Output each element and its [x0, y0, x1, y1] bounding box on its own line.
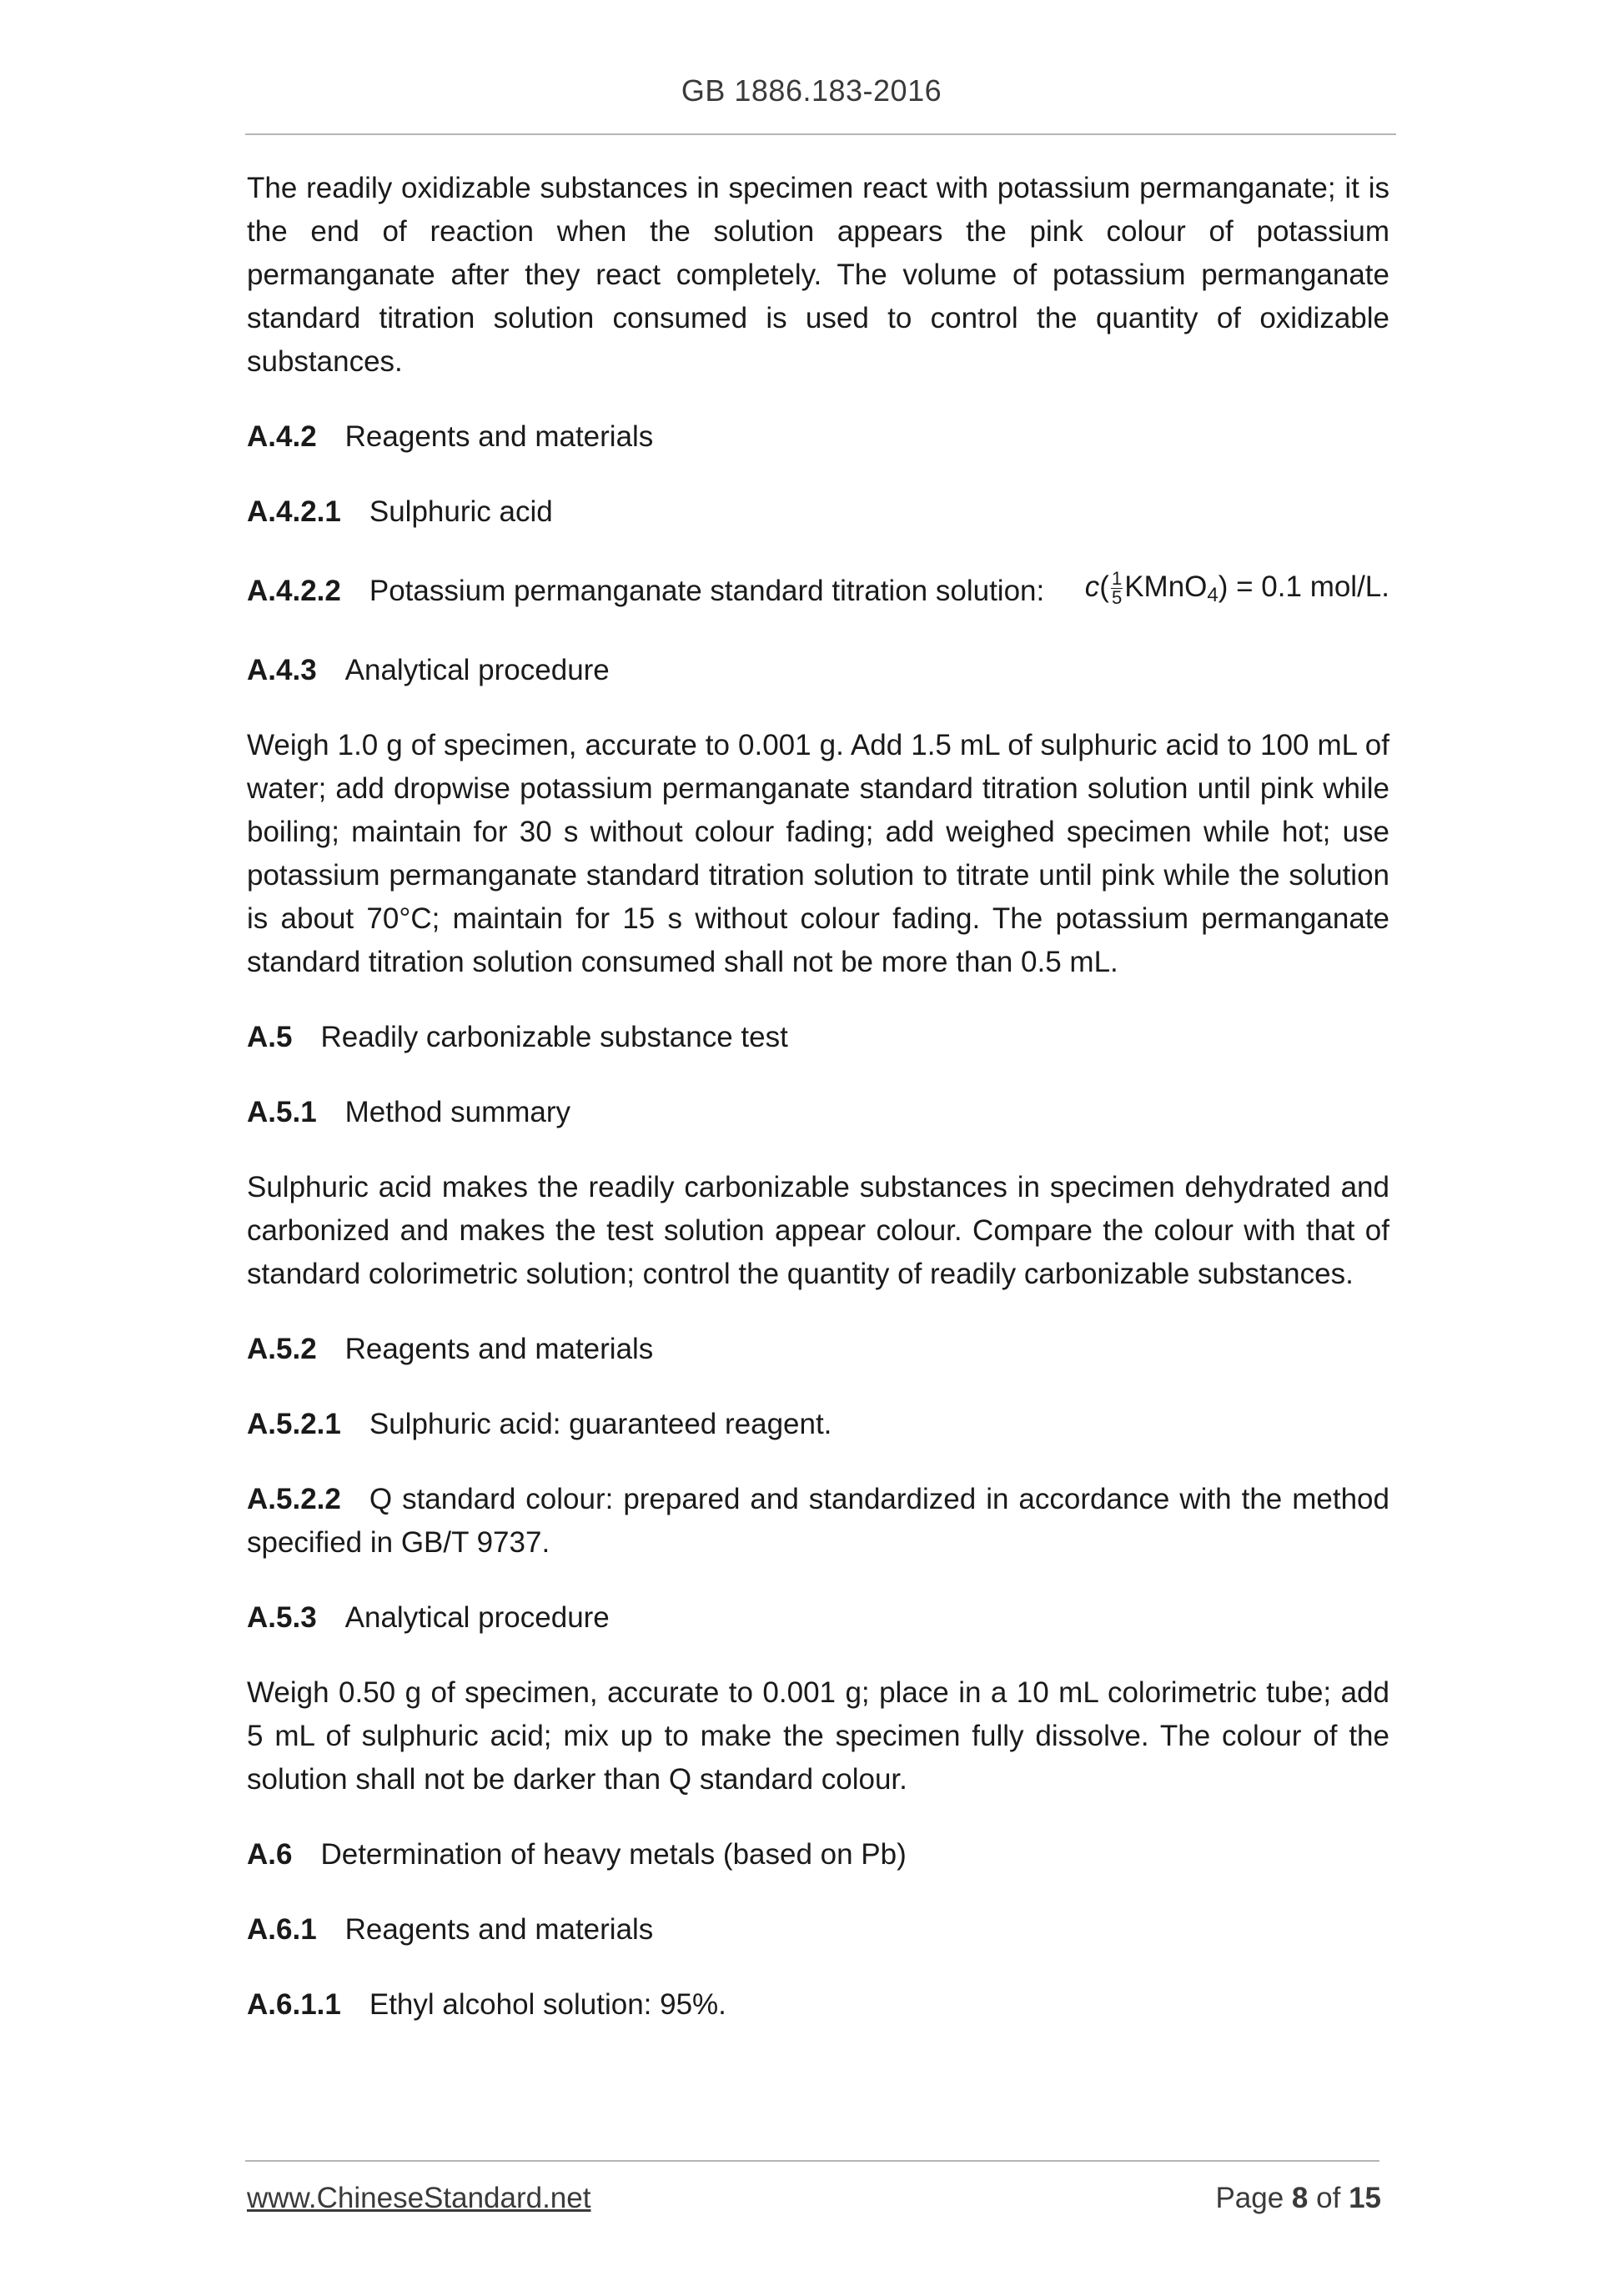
- section-a6: [247, 1833, 1389, 1876]
- section-number: A.4.2.2: [247, 575, 341, 607]
- section-a53: [247, 1596, 1389, 1640]
- section-title: Analytical procedure: [344, 654, 610, 686]
- section-title: Sulphuric acid: [369, 495, 553, 528]
- section-number: A.4.2: [247, 420, 317, 453]
- footer-divider: [245, 2160, 1379, 2162]
- section-title: Ethyl alcohol solution: 95%.: [369, 1988, 726, 2021]
- section-number: A.5.2: [247, 1333, 317, 1365]
- section-a43: [247, 649, 1389, 692]
- section-a5: [247, 1016, 1389, 1059]
- section-title: Reagents and materials: [344, 1333, 654, 1365]
- a51-paragraph: Sulphuric acid makes the readily carbonizable substances in specimen dehydrated and carbonized and makes the test solution appear colour. Compare the colour with that of standard colorimetric solution; control the quantity of readily carbonizable substances.: [247, 1171, 1389, 1290]
- document-header: GB 1886.183-2016: [681, 73, 942, 108]
- section-title: Method summary: [344, 1096, 571, 1128]
- section-number: A.4.2.1: [247, 495, 341, 528]
- current-page-number: 8: [1291, 2182, 1309, 2214]
- section-number: A.6.1.1: [247, 1988, 341, 2021]
- fraction: $\frac{1}{5}$: [1111, 568, 1123, 609]
- section-a51: [247, 1091, 1389, 1134]
- a43-paragraph: Weigh 1.0 g of specimen, accurate to 0.001 g. Add 1.5 mL of sulphuric acid to 100 mL of water; add dropwise potassium permanganate standard titration solution until pink while boiling; maintain for 30 s without colour fading; add weighed specimen while hot; use potassium permanganate standard titration solution to titrate until pink while the solution is about 70°C; maintain for 15 s without colour fading. The potassium permanganate standard titration solution consumed shall not be more than 0.5 mL.: [247, 729, 1389, 978]
- section-title: Q standard colour: prepared and standardized in accordance with the method specified in GB/T 9737.: [247, 1483, 1389, 1559]
- section-title: Sulphuric acid: guaranteed reagent.: [369, 1408, 832, 1440]
- section-title: Determination of heavy metals (based on Pb): [320, 1838, 907, 1871]
- section-a522: [247, 1478, 1389, 1565]
- section-title: Analytical procedure: [344, 1601, 610, 1634]
- section-title: Potassium permanganate standard titration solution:: [369, 575, 1045, 607]
- section-title: Reagents and materials: [344, 420, 654, 453]
- section-a421: [247, 490, 1389, 534]
- section-number: A.5.3: [247, 1601, 317, 1634]
- section-a42: [247, 415, 1389, 459]
- section-number: A.6.1: [247, 1913, 317, 1946]
- section-number: A.5.2.1: [247, 1408, 341, 1440]
- section-a521: [247, 1403, 1389, 1446]
- section-a422: [247, 565, 1389, 617]
- total-page-count: 15: [1349, 2182, 1381, 2214]
- intro-paragraph: The readily oxidizable substances in specimen react with potassium permanganate; it is the end of reaction when the solution appears the pink colour of potassium permanganate after they react completely. The volume of potassium permanganate standard titration solution consumed is used to control the quantity of oxidizable substances.: [247, 172, 1389, 378]
- section-number: A.4.3: [247, 654, 317, 686]
- header-divider: [245, 133, 1396, 135]
- section-title: Readily carbonizable substance test: [320, 1021, 788, 1053]
- a53-paragraph: Weigh 0.50 g of specimen, accurate to 0.001 g; place in a 10 mL colorimetric tube; add 5 mL of sulphuric acid; mix up to make the specimen fully dissolve. The colour of the solution shall not be darker than Q standard colour.: [247, 1676, 1389, 1796]
- section-a52: [247, 1328, 1389, 1371]
- website-link[interactable]: www.ChineseStandard.net: [247, 2182, 591, 2214]
- section-number: A.5.1: [247, 1096, 317, 1128]
- document-body: [247, 167, 1389, 2058]
- section-number: A.5.2.2: [247, 1483, 341, 1515]
- concentration-formula: c( $\frac{1}{5}$ KMnO$_4$) = 0.1 mol/L.: [1084, 568, 1389, 609]
- section-title: Reagents and materials: [344, 1913, 654, 1946]
- page-indicator: Page 8 of 15: [1215, 2182, 1381, 2214]
- section-number: A.6: [247, 1838, 293, 1871]
- section-number: A.5: [247, 1021, 293, 1053]
- section-a611: [247, 1983, 1389, 2027]
- section-a61: [247, 1908, 1389, 1952]
